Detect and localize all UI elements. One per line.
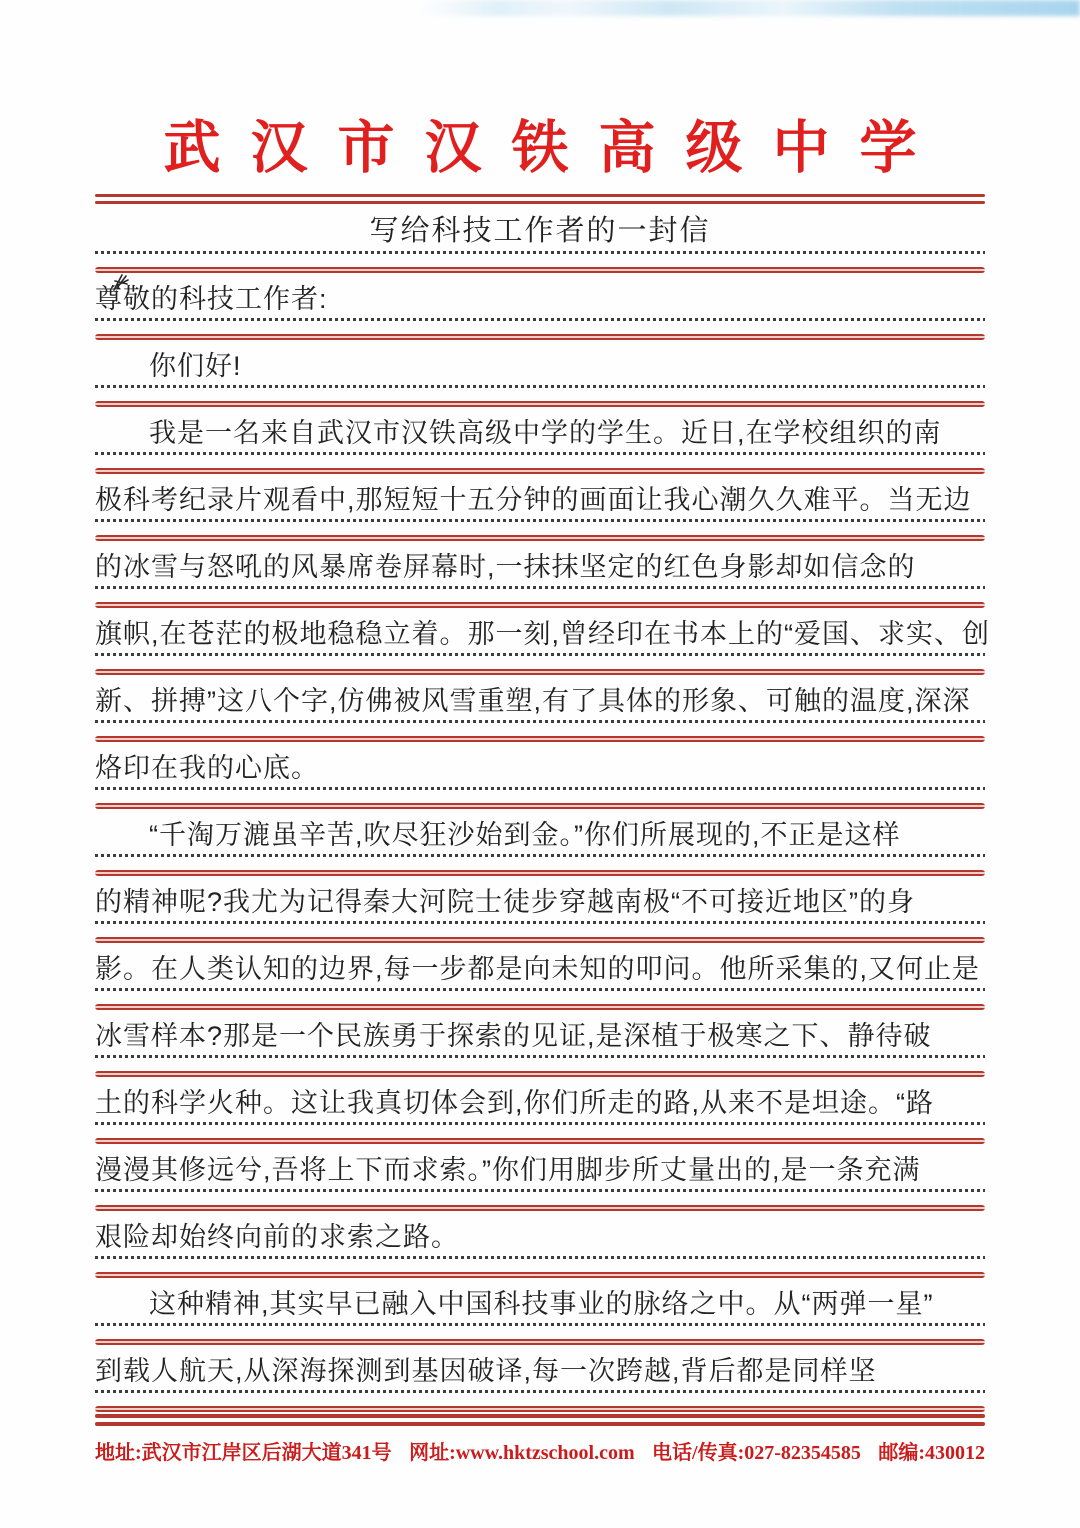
footer-phone-fax: 电话/传真:027-82354585 (652, 1441, 861, 1464)
letter-line-row (95, 1010, 985, 1077)
letter-line-row (95, 943, 985, 1010)
letter-line-text: 漫漫其修远兮,吾将上下而求索。”你们用脚步所丈量出的,是一条充满 (95, 1154, 921, 1185)
ruled-gap (95, 455, 985, 468)
ruled-gap (95, 723, 985, 736)
letter-line-text: 冰雪样本?那是一个民族勇于探索的见证,是深植于极寒之下、静待破 (95, 1020, 932, 1051)
letter-line-text: 的精神呢?我尤为记得秦大河院士徒步穿越南极“不可接近地区”的身 (95, 886, 915, 917)
letter-line-row (95, 541, 985, 608)
letter-line-row (95, 340, 985, 407)
footer-address: 地址:武汉市江岸区后湖大道341号 (95, 1441, 392, 1464)
letter-lines (95, 273, 990, 1412)
ruled-gap (95, 1393, 985, 1406)
ruled-gap (95, 321, 985, 334)
ruled-gap (95, 589, 985, 602)
letter-line-text: 影。在人类认知的边界,每一步都是向未知的叩问。他所采集的,又何止是 (95, 953, 981, 984)
letter-line-row (95, 474, 985, 541)
header-divider-line-top (95, 194, 985, 197)
letter-line-row (95, 1278, 985, 1345)
ruled-gap (95, 522, 985, 535)
letter-line-row (95, 742, 985, 809)
ruled-gap (95, 656, 985, 669)
letter-line-row (95, 809, 985, 876)
header-divider (95, 194, 985, 204)
letter-line-text: 艰险却始终向前的求索之路。 (95, 1221, 459, 1252)
letter-line-row (95, 1144, 985, 1211)
letter-line-text: 旗帜,在苍茫的极地稳稳立着。那一刻,曾经印在书本上的“爱国、求实、创 (95, 618, 990, 649)
letter-line-text: 我是一名来自武汉市汉铁高级中学的学生。近日,在学校组织的南 (149, 417, 942, 448)
footer-divider (95, 1414, 985, 1426)
header-divider-line-bottom (95, 201, 985, 204)
scan-artifact-top (420, 0, 1080, 16)
ruled-gap (95, 388, 985, 401)
letter-line-text: 新、拼搏”这八个字,仿佛被风雪重塑,有了具体的形象、可触的温度,深深 (95, 685, 971, 716)
ruled-gap (95, 1326, 985, 1339)
ruled-gap (95, 1125, 985, 1138)
letter-line-row (95, 1077, 985, 1144)
footer-contact-line (95, 1436, 985, 1465)
letter-line-row (95, 273, 985, 340)
ruled-red-line (95, 1406, 985, 1412)
letter-line-row (95, 675, 985, 742)
letter-line-text: 的冰雪与怒吼的风暴席卷屏幕时,一抹抹坚定的红色身影却如信念的 (95, 551, 916, 582)
ruled-gap (95, 1192, 985, 1205)
footer-divider-line-top (95, 1414, 985, 1418)
school-name-header: 武汉市汉铁高级中学 (163, 117, 947, 180)
ruled-gap (95, 790, 985, 803)
letter-line-text: 烙印在我的心底。 (95, 752, 319, 783)
letter-line-row (95, 407, 985, 474)
letter-line-row (95, 1211, 985, 1278)
letter-line-row (95, 876, 985, 943)
letter-line-text: 到载人航天,从深海探测到基因破译,每一次跨越,背后都是同样坚 (95, 1355, 877, 1386)
footer-divider-line-bottom (95, 1422, 985, 1426)
letter-body (95, 206, 990, 1412)
ruled-gap (95, 1058, 985, 1071)
letter-content (0, 116, 1080, 1465)
letter-line-row (95, 608, 990, 675)
ruled-gap (95, 857, 985, 870)
letter-line-text: 土的科学火种。这让我真切体会到,你们所走的路,从来不是坦途。“路 (95, 1087, 934, 1118)
footer-postcode: 邮编:430012 (878, 1441, 985, 1464)
letter-title: 写给科技工作者的一封信 (369, 215, 711, 248)
footer-website: 网址:www.hktzschool.com (409, 1441, 635, 1464)
letter-line-text: 极科考纪录片观看中,那短短十五分钟的画面让我心潮久久难平。当无边 (95, 484, 972, 515)
ruled-gap (95, 254, 985, 267)
letter-line-text: 你们好! (149, 350, 242, 381)
letter-line-text: 尊敬的科技工作者: (95, 283, 328, 314)
letter-title-row (95, 206, 985, 273)
ruled-gap (95, 924, 985, 937)
ruled-gap (95, 1259, 985, 1272)
letter-line-text: 这种精神,其实早已融入中国科技事业的脉络之中。从“两弹一星” (149, 1288, 934, 1319)
letter-line-text: “千淘万漉虽辛苦,吹尽狂沙始到金。”你们所展现的,不正是这样 (149, 819, 901, 850)
letter-line-row (95, 1345, 985, 1412)
ruled-gap (95, 991, 985, 1004)
